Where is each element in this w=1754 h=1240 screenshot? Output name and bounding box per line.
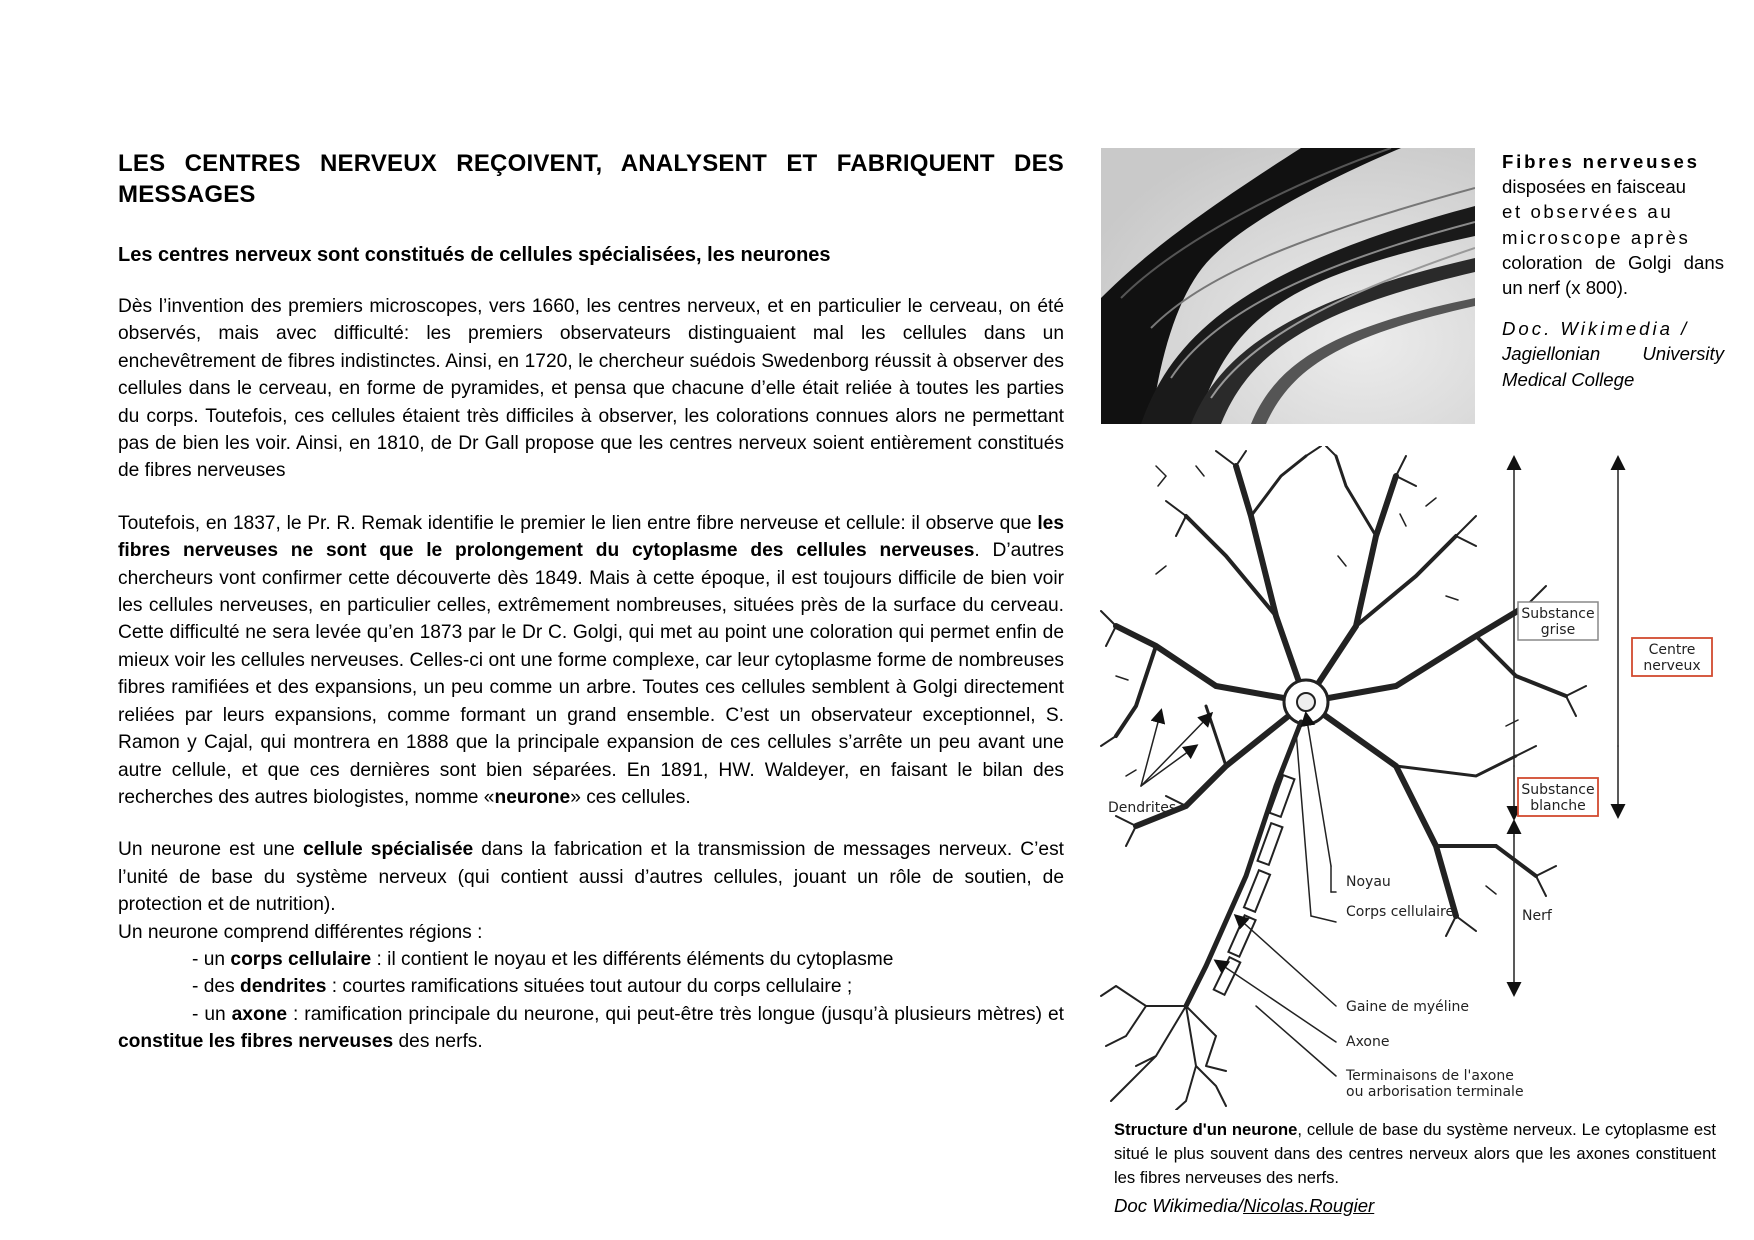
label-substance-grise-1: Substance <box>1521 606 1595 622</box>
list-item: - des dendrites : courtes ramifications situées tout autour du corps cellulaire ; <box>192 976 853 998</box>
label-corps-cellulaire: Corps cellulaire <box>1346 904 1455 920</box>
paragraph-history: Dès l’invention des premiers microscopes, vers 1660, les centres nerveux, et en particulier le cerveau, on été observés, mais avec difficulté: les premiers observateurs distinguaient mal les cellules dans un enchevêtrement de fibres indistinctes. Ainsi, en 1720, le chercheur suédois Swedenborg réussit à observer des cellules dans le cerveau, en forme de pyramides, et pensa que chacune d’elle était reliée à toutes les parties du corps. Toutefois, ces cellules étaient très difficiles à observer, les colorations connues alors ne permettant pas de bien les voir. Ainsi, en 1810, de Dr Gall propose que les centres nerveux soient entièrement constitués de fibres nerveuses <box>118 296 1064 482</box>
label-noyau: Noyau <box>1346 874 1391 890</box>
label-substance-blanche-2: blanche <box>1530 798 1586 814</box>
label-terminaisons-2: ou arborisation terminale <box>1346 1084 1524 1100</box>
label-centre-nerveux-2: nerveux <box>1643 658 1701 674</box>
micrograph-source: Doc. Wikimedia / <box>1502 318 1690 340</box>
paragraph-remak: Toutefois, en 1837, le Pr. R. Remak identifie le premier le lien entre fibre nerveuse et cellule: il observe que les fibres nerveuses ne sont que le prolongement du cytoplasme des cellules nerveuses. D’autres chercheurs vont confirmer cette découverte dès 1849. Mais à cette époque, il est toujours difficile de bien voir les cellules nerveuses, en particulier celles, extrêmement nombreuses, situées près de la surface du cerveau. Cette difficulté ne sera levée qu’en 1873 par le Dr C. Golgi, qui met au point une coloration qui permet enfin de mieux voir les cellules nerveuses. Celles-ci ont une forme complexe, car leur cytoplasme forme de nombreuses fibres ramifiées et des expansions, un peu comme un arbre. Toutes ces cellules semblent à Golgi directement reliées par leurs expansions, comme formant un grand ensemble. C’est un observateur exceptionnel, S. Ramon y Cajal, qui montrera en 1888 que la principale expansion de ces cellules s’arrête un peu avant une autre cellule, et que ces dernières sont bien séparées. En 1891, HW. Waldeyer, en faisant le bilan des recherches des autres biologistes, nomme «neurone» ces cellules. <box>118 512 1064 808</box>
main-text-column <box>118 148 1064 1056</box>
label-substance-blanche-1: Substance <box>1521 782 1595 798</box>
label-substance-grise-2: grise <box>1540 622 1576 638</box>
micrograph-caption: Fibres nerveuses disposées en faisceau et observées au microscope après coloration de Golgi dans un nerf (x 800). Doc. Wikimedia / Jagiellonian University Medical College <box>1502 151 1724 390</box>
list-item: - un corps cellulaire : il contient le noyau et les différents éléments du cytoplasme <box>192 948 894 970</box>
neuron-caption: Structure d'un neurone, cellule de base du système nerveux. Le cytoplasme est situé le plus souvent dans des centres nerveux alors que les axones constituent les fibres nerveuses des nerfs. <box>1114 1120 1716 1187</box>
paragraph-regions-intro: Un neurone comprend différentes régions : <box>118 921 483 943</box>
label-terminaisons-1: Terminaisons de l'axone <box>1346 1068 1514 1084</box>
neuron-source: Doc Wikimedia/Nicolas.Rougier <box>1114 1195 1375 1216</box>
neuron-diagram <box>1096 446 1736 1110</box>
source-link[interactable]: Nicolas.Rougier <box>1243 1195 1375 1216</box>
label-gaine: Gaine de myéline <box>1346 999 1470 1015</box>
section-subtitle: Les centres nerveux sont constitués de cellules spécialisées, les neurones <box>118 244 831 266</box>
label-centre-nerveux-1: Centre <box>1648 642 1696 658</box>
label-nerf: Nerf <box>1522 908 1552 924</box>
label-axone: Axone <box>1346 1034 1390 1050</box>
nerve-fibres-micrograph <box>1101 148 1475 424</box>
paragraph-definition: Un neurone est une cellule spécialisée dans la fabrication et la transmission de messages nerveux. C’est l’unité de base du système nerveux (qui contient aussi d’autres cellules, jouant un rôle de soutien, de protection et de nutrition). <box>118 839 1064 916</box>
label-dendrites: Dendrites <box>1108 800 1177 816</box>
page-title: LES CENTRES NERVEUX REÇOIVENT, ANALYSENT ET FABRIQUENT DES MESSAGES <box>118 150 1064 208</box>
list-item: - un axone : ramification principale du neurone, qui peut-être très longue (jusqu’à plusieurs mètres) et constitue les fibres nerveuses des nerfs. <box>118 1003 1064 1053</box>
